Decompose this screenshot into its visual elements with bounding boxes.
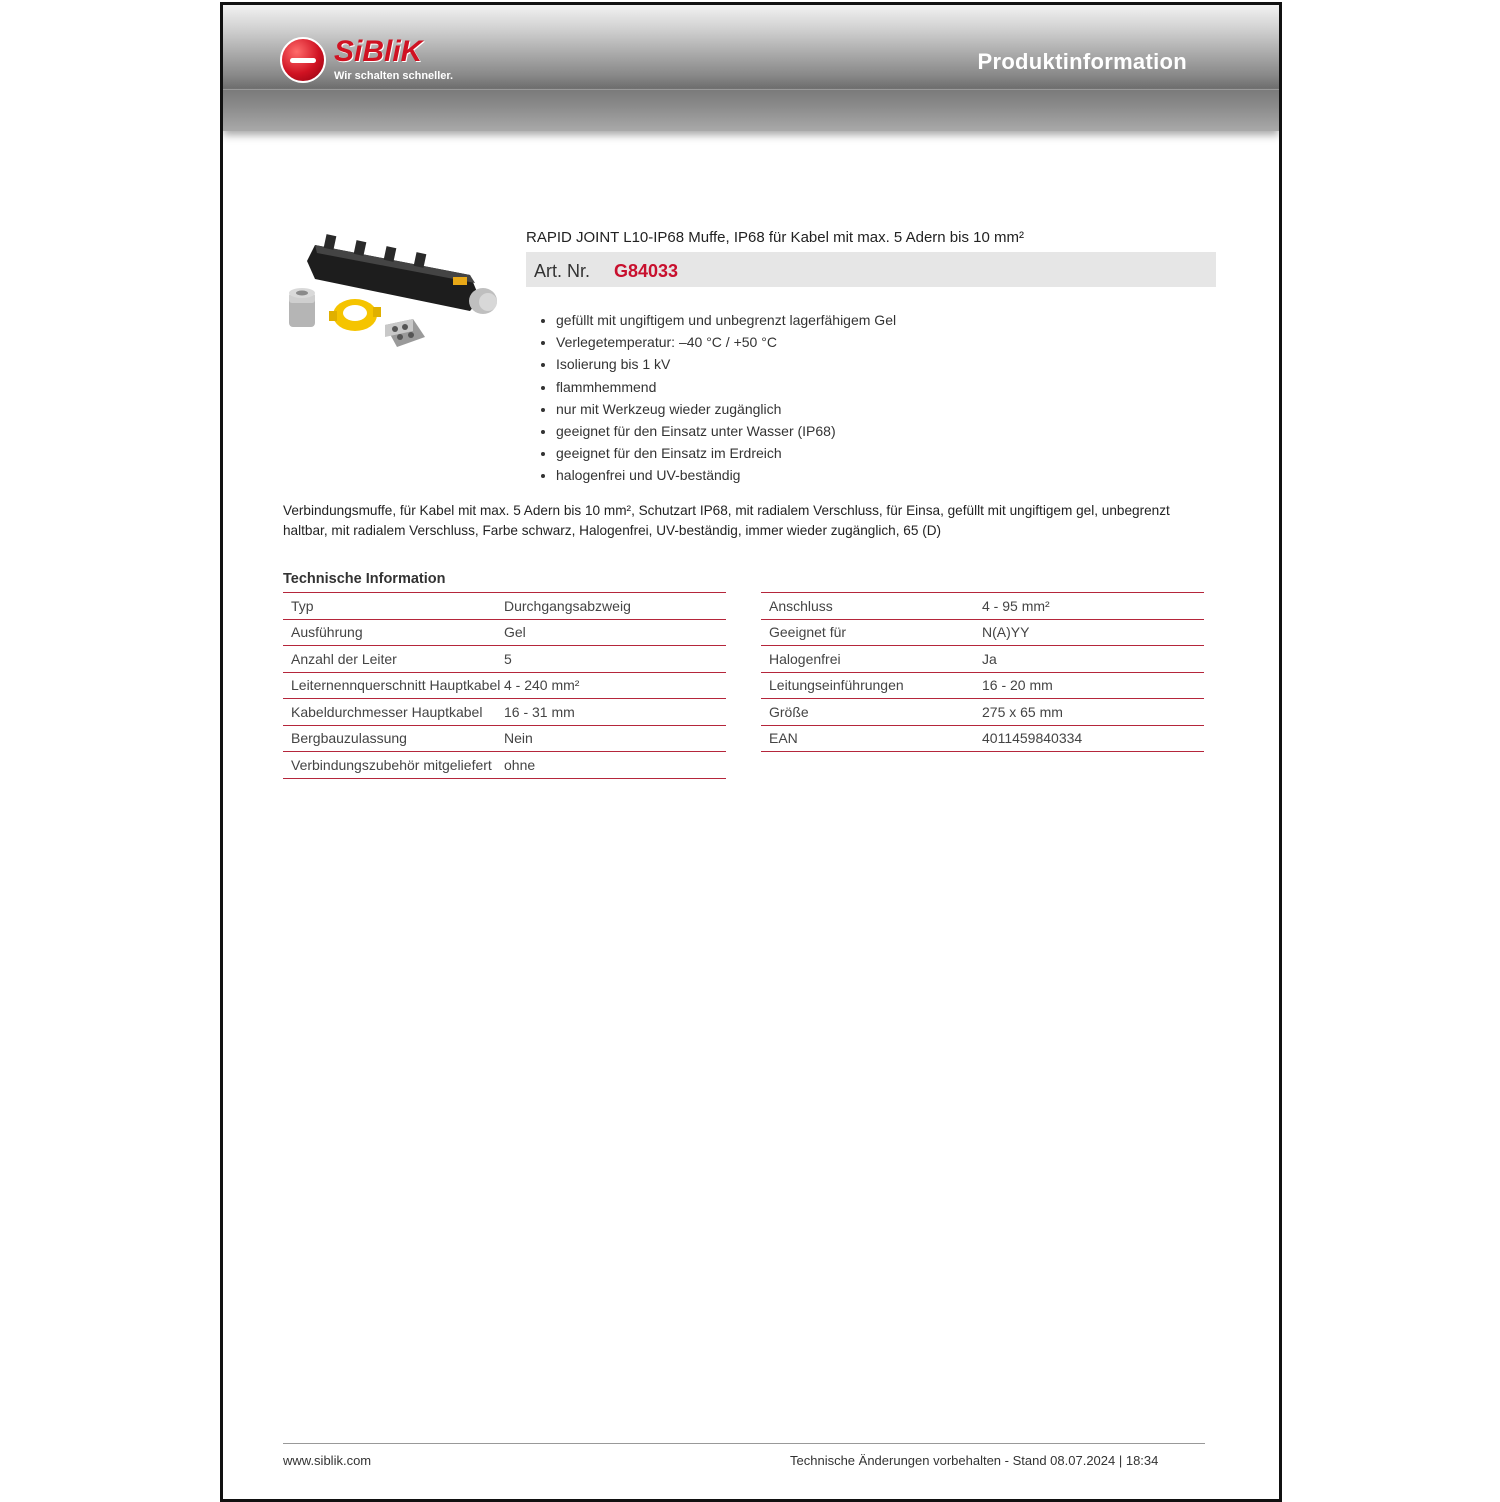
table-row bbox=[283, 672, 726, 699]
table-row bbox=[761, 593, 1204, 620]
spec-label: Typ bbox=[283, 593, 496, 620]
table-row bbox=[761, 699, 1204, 726]
feature-item: • Verlegetemperatur: –40 °C / +50 °C bbox=[556, 331, 896, 353]
spec-label: Größe bbox=[761, 699, 974, 726]
footer-note: Technische Änderungen vorbehalten - Stand 08.07.2024 | 18:34 bbox=[790, 1453, 1159, 1468]
spec-label: Verbindungszubehör mitgeliefert bbox=[283, 752, 496, 779]
connector-block-icon bbox=[385, 319, 425, 347]
cable-gland-icon bbox=[289, 288, 315, 327]
tech-info-title: Technische Information bbox=[283, 571, 446, 587]
logo-mark-icon bbox=[280, 37, 326, 83]
footer-website: www.siblik.com bbox=[283, 1453, 372, 1468]
tech-table-left bbox=[283, 592, 726, 779]
spec-value: Gel bbox=[496, 619, 726, 646]
feature-list bbox=[541, 309, 896, 487]
spec-value: Nein bbox=[496, 725, 726, 752]
feature-item: • Isolierung bis 1 kV bbox=[556, 353, 896, 375]
spec-label: Leiternennquerschnitt Hauptkabel bbox=[283, 672, 496, 699]
spec-value: Ja bbox=[974, 646, 1204, 673]
spec-value: Durchgangsabzweig bbox=[496, 593, 726, 620]
logo-name: SiBliK bbox=[334, 35, 423, 68]
spec-label: Kabeldurchmesser Hauptkabel bbox=[283, 699, 496, 726]
table-row bbox=[283, 699, 726, 726]
header-divider bbox=[223, 89, 1279, 90]
spec-label: EAN bbox=[761, 725, 974, 752]
header-title: Produktinformation bbox=[977, 49, 1187, 74]
table-row bbox=[761, 619, 1204, 646]
spec-label: Halogenfrei bbox=[761, 646, 974, 673]
yellow-ring-icon bbox=[329, 299, 381, 331]
spec-label: Anzahl der Leiter bbox=[283, 646, 496, 673]
footer-divider bbox=[283, 1443, 1205, 1444]
siblik-logo bbox=[280, 37, 480, 89]
spec-value: 5 bbox=[496, 646, 726, 673]
spec-value: 4011459840334 bbox=[974, 725, 1204, 752]
spec-label: Leitungseinführungen bbox=[761, 672, 974, 699]
tech-table-right bbox=[761, 592, 1204, 752]
product-sheet-page bbox=[220, 2, 1282, 1502]
spec-value: 4 - 95 mm² bbox=[974, 593, 1204, 620]
spec-value: ohne bbox=[496, 752, 726, 779]
joint-body-icon bbox=[307, 234, 497, 314]
article-number-bar bbox=[526, 252, 1216, 287]
feature-item: • geeignet für den Einsatz unter Wasser (IP68) bbox=[556, 420, 896, 442]
article-number-value: G84033 bbox=[614, 261, 679, 281]
spec-label: Anschluss bbox=[761, 593, 974, 620]
table-row bbox=[761, 646, 1204, 673]
feature-item: • nur mit Werkzeug wieder zugänglich bbox=[556, 398, 896, 420]
table-row bbox=[283, 725, 726, 752]
table-row bbox=[283, 593, 726, 620]
product-description: Verbindungsmuffe, für Kabel mit max. 5 Adern bis 10 mm², Schutzart IP68, mit radialem Verschluss, für Einsa, gefüllt mit ungiftigem gel, unbegrenzt haltbar, mit radialem Verschluss, Farbe schwarz, Halogenfrei, UV-beständig, immer wieder zugänglich, 65 (D) bbox=[283, 503, 1170, 538]
table-row bbox=[283, 752, 726, 779]
spec-label: Bergbauzulassung bbox=[283, 725, 496, 752]
table-row bbox=[283, 619, 726, 646]
feature-item: • gefüllt mit ungiftigem und unbegrenzt lagerfähigem Gel bbox=[556, 309, 896, 331]
spec-value: 16 - 31 mm bbox=[496, 699, 726, 726]
logo-tagline: Wir schalten schneller. bbox=[334, 70, 454, 82]
table-row bbox=[761, 725, 1204, 752]
table-row bbox=[761, 672, 1204, 699]
spec-label: Geeignet für bbox=[761, 619, 974, 646]
spec-value: N(A)YY bbox=[974, 619, 1204, 646]
spec-label: Ausführung bbox=[283, 619, 496, 646]
feature-item: • flammhemmend bbox=[556, 376, 896, 398]
spec-value: 275 x 65 mm bbox=[974, 699, 1204, 726]
feature-item: • geeignet für den Einsatz im Erdreich bbox=[556, 442, 896, 464]
page-header bbox=[223, 5, 1279, 131]
article-number-label: Art. Nr. bbox=[534, 261, 591, 281]
spec-value: 4 - 240 mm² bbox=[496, 672, 726, 699]
product-image bbox=[285, 227, 505, 357]
spec-value: 16 - 20 mm bbox=[974, 672, 1204, 699]
feature-item: • halogenfrei und UV-beständig bbox=[556, 464, 896, 486]
table-row bbox=[283, 646, 726, 673]
product-title: RAPID JOINT L10-IP68 Muffe, IP68 für Kabel mit max. 5 Adern bis 10 mm² bbox=[526, 229, 1024, 246]
